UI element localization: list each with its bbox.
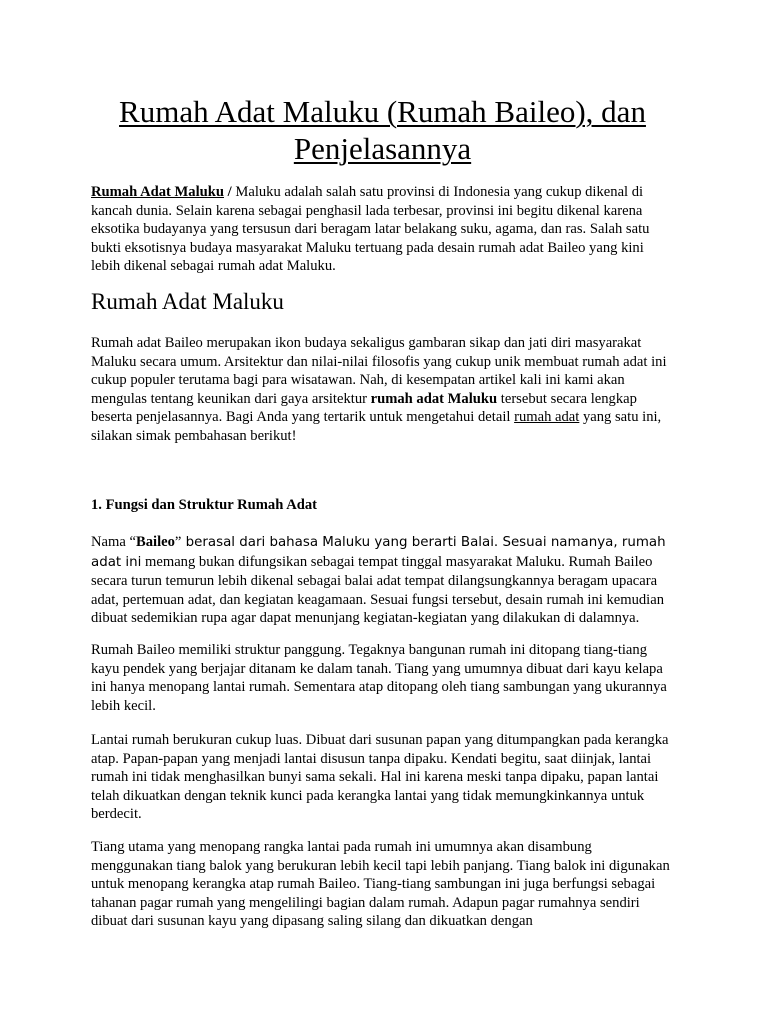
- subheading-fungsi: 1. Fungsi dan Struktur Rumah Adat: [91, 497, 318, 513]
- para3-bold: Baileo: [135, 534, 175, 550]
- para3-pre: Nama “: [91, 534, 136, 550]
- paragraph-lantai: Lantai rumah berukuran cukup luas. Dibuat dari susunan papan yang ditumpangkan pada kerangka atap. Papan-papan yang menjadi lantai disusun tanpa dipaku. Kendati begitu, saat diinjak, lantai rumah ini tidak menghasilkan bunyi sama sekali. Hal ini karena meski tanpa dipaku, papan lantai telah dikuatkan dengan teknik kunci pada kerangka lantai yang tidak memungkinkannya untuk berdecit.: [91, 732, 669, 823]
- paragraph-struktur: Rumah Baileo memiliki struktur panggung. Tegaknya bangunan rumah ini ditopang tiang-tiang kayu pendek yang berjajar ditanam ke dalam tanah. Tiang yang umumnya dibuat dari kayu kelapa ini hanya menopang lantai rumah. Sementara atap ditopang oleh tiang sambungan yang ukurannya lebih kecil.: [91, 642, 667, 714]
- section-heading: Rumah Adat Maluku: [91, 289, 284, 314]
- para3-quote: ”: [174, 534, 182, 550]
- para3-sans: berasal dari bahasa Maluku yang berarti Balai. Sesuai namanya, rumah adat ini: [91, 535, 666, 570]
- paragraph-nama-baileo: [91, 533, 674, 628]
- intro-link[interactable]: Rumah Adat Maluku: [91, 184, 225, 200]
- page-title: Rumah Adat Maluku (Rumah Baileo), dan Penjelasannya: [119, 94, 646, 166]
- intro-paragraph: [91, 183, 674, 276]
- paragraph-baileo-intro: [91, 334, 674, 446]
- para2-bold: rumah adat Maluku: [370, 390, 498, 407]
- para2-text-a: Rumah adat Baileo merupakan ikon budaya sekaligus gambaran sikap dan jati diri masyarakat Maluku secara umum. Arsitektur dan nilai-nilai filosofis yang cukup unik membuat rumah adat ini cukup populer terutama bagi para wisatawan. Nah, di kesempatan artikel kali ini kami akan mengulas tentang keunikan dari gaya arsitektur: [91, 335, 667, 407]
- paragraph-tiang: Tiang utama yang menopang rangka lantai pada rumah ini umumnya akan disambung menggunakan tiang balok yang berukuran lebih kecil tapi lebih panjang. Tiang balok ini digunakan untuk menopang kerangka atap rumah Baileo. Tiang-tiang sambungan ini juga berfungsi sebagai tahanan pagar rumah yang mengelilingi bagian dalam rumah. Adapun pagar rumahnya sendiri dibuat dari susunan kayu yang dipasang saling silang dan dikuatkan dengan: [91, 839, 670, 930]
- para2-link[interactable]: rumah adat: [514, 409, 580, 426]
- intro-slash: /: [224, 184, 236, 200]
- para2-text-c: yang satu ini, silakan simak pembahasan berikut!: [91, 409, 662, 444]
- para3-rest: memang bukan difungsikan sebagai tempat tinggal masyarakat Maluku. Rumah Baileo secara turun temurun lebih dikenal sebagai balai adat tempat dilangsungkannya beragam upacara adat, pertemuan adat, dan kegiatan keagamaan. Sesuai fungsi tersebut, desain rumah ini kemudian dibuat sedemikian rupa agar dapat menunjang kegiatan-kegiatan yang dilakukan di dalamnya.: [91, 553, 665, 627]
- intro-text: Maluku adalah salah satu provinsi di Indonesia yang cukup dikenal di kancah dunia. Selain karena sebagai penghasil lada terbesar, provinsi ini begitu dikenal karena eksotika budayanya yang tersusun dari beragam latar belakang suku, agama, dan ras. Salah satu bukti eksotisnya budaya masyarakat Maluku tertuang pada desain rumah adat Baileo yang kini lebih dikenal sebagai rumah adat Maluku.: [91, 184, 650, 275]
- para2-text-b: tersebut secara lengkap beserta penjelasannya. Bagi Anda yang tertarik untuk mengetahui detail: [91, 390, 637, 426]
